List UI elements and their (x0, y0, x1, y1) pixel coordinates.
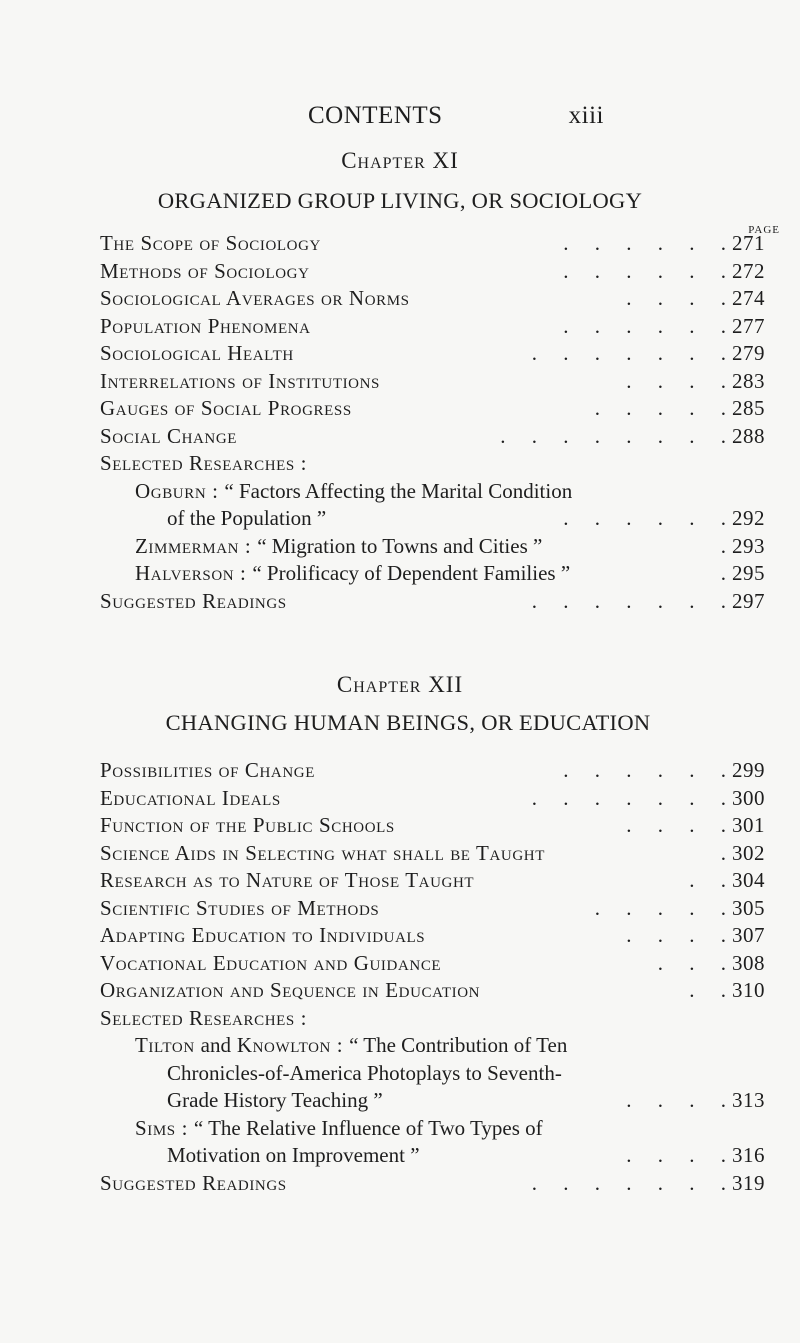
toc-entry (0, 840, 800, 868)
toc-entry (0, 450, 800, 478)
toc-entry-title: Halverson : “ Prolificacy of Dependent Families ” (135, 561, 571, 585)
toc-entry (0, 505, 800, 533)
toc-entry-title: Interrelations of Institutions (100, 368, 380, 393)
toc-entry (0, 395, 800, 423)
dot-leader: . . . . . . (563, 231, 726, 255)
dot-leader: . . (689, 868, 726, 892)
toc-entry (0, 1005, 800, 1033)
dot-leader: . . . . . (594, 396, 726, 420)
toc-entry-title: Research as to Nature of Those Taught (100, 868, 475, 892)
toc-entry-title: Suggested Readings (100, 1170, 287, 1195)
toc-entry-title: Motivation on Improvement ” (167, 1143, 420, 1167)
dot-leader: . . . . (626, 813, 726, 837)
chapter-label: Chapter XII (336, 672, 464, 697)
toc-page-number: 310 (732, 978, 765, 1002)
toc-entry (0, 1142, 800, 1170)
toc-entry (0, 977, 800, 1005)
toc-entry (0, 1060, 800, 1088)
dot-leader: . . . . . . . (531, 1170, 726, 1195)
toc-entry (0, 785, 800, 813)
dot-leader: . . . . (626, 923, 726, 947)
toc-page-number: 292 (732, 506, 765, 530)
dot-leader: . . (689, 978, 726, 1002)
toc-page-number: 279 (732, 341, 765, 365)
toc-entry-title: Gauges of Social Progress (100, 396, 352, 420)
dot-leader: . . . . (626, 286, 726, 310)
toc-entry-title: Selected Researches : (100, 1005, 308, 1030)
researcher-name: Tilton (135, 1033, 195, 1057)
dot-leader: . . . . . . (563, 258, 726, 283)
researcher-name: Ogburn (135, 478, 207, 503)
dot-leader: . . . . . . (563, 506, 726, 530)
dot-leader: . . . . . (594, 895, 726, 920)
toc-entry-title: Sociological Health (100, 341, 294, 365)
toc-page-number: 288 (732, 423, 765, 448)
toc-page-number: 319 (732, 1170, 765, 1195)
toc-entry-title: Suggested Readings (100, 588, 287, 613)
toc-page-number: 271 (732, 231, 765, 255)
toc-list (0, 757, 800, 1197)
toc-entry-title: Adapting Education to Individuals (100, 923, 426, 947)
dot-leader: . . . . . . . (531, 341, 726, 365)
toc-entry (0, 895, 800, 923)
chapter-title: ORGANIZED GROUP LIVING, OR SOCIOLOGY (157, 188, 643, 213)
toc-page-number: 302 (732, 840, 765, 865)
research-title: “ The Relative Influence of Two Types of (193, 1115, 543, 1140)
running-head-page-number: xiii (568, 102, 604, 129)
toc-entry-title: Scientific Studies of Methods (100, 895, 380, 920)
toc-entry (0, 285, 800, 313)
toc-entry (0, 950, 800, 978)
toc-entry (0, 1170, 800, 1198)
toc-entry-title: Science Aids in Selecting what shall be Taught (100, 840, 545, 865)
toc-page-number: 304 (732, 868, 765, 892)
toc-entry (0, 922, 800, 950)
toc-page-number: 301 (732, 813, 765, 837)
toc-page-number: 272 (732, 258, 765, 283)
toc-entry (0, 757, 800, 785)
toc-entry-title: Ogburn : “ Factors Affecting the Marital Condition (135, 478, 573, 503)
toc-page-number: 274 (732, 286, 765, 310)
chapter-label: Chapter XI (341, 148, 459, 173)
researcher-name: Zimmerman (135, 533, 240, 558)
toc-entry (0, 560, 800, 588)
toc-entry-title: Sociological Averages or Norms (100, 286, 410, 310)
toc-page-number: 316 (732, 1143, 765, 1167)
toc-entry-title: Grade History Teaching ” (167, 1088, 383, 1112)
dot-leader: . . . . . . . . (500, 423, 726, 448)
toc-entry (0, 1032, 800, 1060)
toc-page-number: 295 (732, 561, 765, 585)
toc-page-number: 297 (732, 588, 765, 613)
toc-page-number: 307 (732, 923, 765, 947)
toc-entry (0, 478, 800, 506)
dot-leader: . . . (657, 950, 726, 975)
toc-entry-title: Sims : “ The Relative Influence of Two Types of (135, 1115, 543, 1140)
dot-leader: . (720, 840, 726, 865)
toc-entry (0, 340, 800, 368)
toc-entry (0, 812, 800, 840)
toc-entry (0, 423, 800, 451)
dot-leader: . . . . (626, 368, 726, 393)
toc-entry (0, 588, 800, 616)
toc-entry-title: Chronicles-of-America Photoplays to Seventh- (167, 1060, 562, 1085)
toc-entry-title: Possibilities of Change (100, 758, 315, 782)
toc-entry-title: The Scope of Sociology (100, 231, 321, 255)
dot-leader: . (720, 533, 726, 558)
toc-page-number: 299 (732, 758, 765, 782)
toc-entry (0, 230, 800, 258)
researcher-name: Sims (135, 1115, 176, 1140)
researcher-name: Knowlton (236, 1033, 331, 1057)
researcher-name: Halverson (135, 561, 235, 585)
conjunction: and (200, 1033, 231, 1057)
research-title: “ Prolificacy of Dependent Families ” (252, 561, 571, 585)
toc-page-number: 305 (732, 895, 765, 920)
toc-entry (0, 1087, 800, 1115)
toc-page-number: 313 (732, 1088, 765, 1112)
research-title: “ Migration to Towns and Cities ” (257, 533, 543, 558)
toc-entry-title: Educational Ideals (100, 785, 281, 810)
dot-leader: . . . . . . . (531, 785, 726, 810)
research-title: “ The Contribution of Ten (349, 1033, 568, 1057)
dot-leader: . . . . . . (563, 758, 726, 782)
toc-entry-title: Population Phenomena (100, 313, 311, 338)
chapter-title: CHANGING HUMAN BEINGS, OR EDUCATION (165, 710, 651, 735)
toc-page-number: 300 (732, 785, 765, 810)
toc-entry-title: Tilton and Knowlton : “ The Contribution of Ten (135, 1033, 568, 1057)
dot-leader: . . . . . . (563, 313, 726, 338)
toc-page-number: 293 (732, 533, 765, 558)
toc-entry-title: Function of the Public Schools (100, 813, 395, 837)
toc-entry-title: Organization and Sequence in Education (100, 978, 481, 1002)
dot-leader: . . . . (626, 1088, 726, 1112)
toc-page-number: 283 (732, 368, 765, 393)
page-column-heading: PAGE (748, 224, 780, 236)
toc-entry-title: Methods of Sociology (100, 258, 310, 283)
toc-page-number: 308 (732, 950, 765, 975)
toc-entry-title: Zimmerman : “ Migration to Towns and Cities ” (135, 533, 543, 558)
toc-page-number: 277 (732, 313, 765, 338)
toc-entry (0, 1115, 800, 1143)
running-head-title: CONTENTS (308, 102, 443, 129)
dot-leader: . . . . (626, 1143, 726, 1167)
toc-entry (0, 368, 800, 396)
toc-entry (0, 258, 800, 286)
toc-entry-title: of the Population ” (167, 506, 327, 530)
toc-entry-title: Selected Researches : (100, 451, 308, 475)
toc-entry-title: Social Change (100, 423, 238, 448)
toc-list (0, 230, 800, 615)
toc-entry-title: Vocational Education and Guidance (100, 950, 442, 975)
toc-entry (0, 313, 800, 341)
research-title: “ Factors Affecting the Marital Condition (224, 478, 573, 503)
dot-leader: . . . . . . . (531, 588, 726, 613)
toc-entry (0, 867, 800, 895)
dot-leader: . (720, 561, 726, 585)
toc-page-number: 285 (732, 396, 765, 420)
toc-entry (0, 533, 800, 561)
